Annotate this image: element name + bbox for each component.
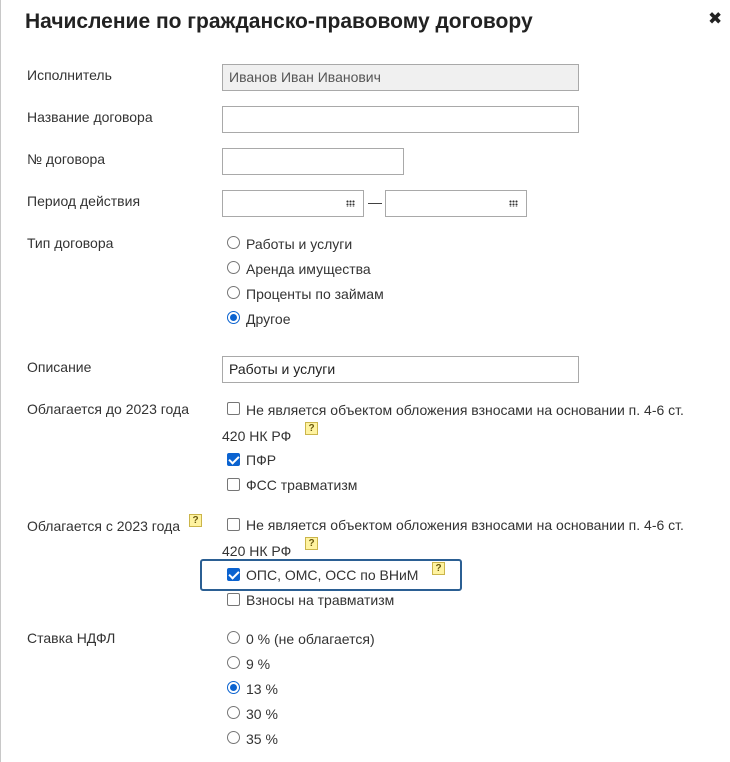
- description-field[interactable]: Работы и услуги: [222, 356, 579, 383]
- ndfl-radio-0[interactable]: [227, 631, 240, 644]
- checkbox-not-object-before-2023[interactable]: [227, 402, 240, 415]
- taxed-before-2023-label: Облагается до 2023 года: [27, 401, 189, 417]
- help-icon[interactable]: ?: [189, 514, 202, 527]
- taxed-from-2023-label: Облагается с 2023 года: [27, 518, 181, 534]
- ndfl-rate-label: Ставка НДФЛ: [27, 630, 116, 646]
- period-from-field[interactable]: [222, 190, 364, 217]
- not-object-from-2023-line2: 420 НК РФ: [222, 543, 292, 559]
- ndfl-radio-30[interactable]: [227, 706, 240, 719]
- checkbox-fss-injury[interactable]: [227, 478, 240, 491]
- contract-name-field[interactable]: [222, 106, 579, 133]
- ndfl-option-35: 35 %: [246, 731, 278, 747]
- executor-label: Исполнитель: [27, 67, 112, 83]
- contract-type-option-rent: Аренда имущества: [246, 261, 371, 277]
- contract-type-radio-other[interactable]: [227, 311, 240, 324]
- calendar-icon[interactable]: [509, 200, 518, 207]
- contract-type-option-other: Другое: [246, 311, 291, 327]
- ndfl-option-30: 30 %: [246, 706, 278, 722]
- checkbox-pfr[interactable]: [227, 453, 240, 466]
- not-object-before-2023-line1: Не является объектом обложения взносами на основании п. 4-6 ст.: [246, 402, 684, 418]
- not-object-from-2023-line1: Не является объектом обложения взносами на основании п. 4-6 ст.: [246, 517, 684, 533]
- contract-type-radio-loans[interactable]: [227, 286, 240, 299]
- checkbox-injury-contributions[interactable]: [227, 593, 240, 606]
- help-icon[interactable]: ?: [432, 562, 445, 575]
- ndfl-option-13: 13 %: [246, 681, 278, 697]
- period-separator: —: [368, 194, 382, 210]
- ndfl-radio-9[interactable]: [227, 656, 240, 669]
- period-label: Период действия: [27, 193, 141, 209]
- contract-type-radio-rent[interactable]: [227, 261, 240, 274]
- fss-injury-label: ФСС травматизм: [246, 477, 358, 493]
- checkbox-not-object-from-2023[interactable]: [227, 518, 240, 531]
- contract-number-field[interactable]: [222, 148, 404, 175]
- ndfl-radio-35[interactable]: [227, 731, 240, 744]
- description-label: Описание: [27, 359, 92, 375]
- help-icon[interactable]: ?: [305, 537, 318, 550]
- contract-name-label: Название договора: [27, 109, 153, 125]
- window-edge: [0, 0, 1, 762]
- contract-type-label: Тип договора: [27, 235, 114, 251]
- ndfl-option-0: 0 % (не облагается): [246, 631, 375, 647]
- executor-field[interactable]: Иванов Иван Иванович: [222, 64, 579, 91]
- period-to-field[interactable]: [385, 190, 527, 217]
- help-icon[interactable]: ?: [305, 422, 318, 435]
- dialog-title: Начисление по гражданско-правовому договору: [25, 10, 533, 33]
- calendar-icon[interactable]: [346, 200, 355, 207]
- ndfl-radio-13[interactable]: [227, 681, 240, 694]
- ops-oms-oss-label: ОПС, ОМС, ОСС по ВНиМ: [246, 567, 419, 583]
- checkbox-ops-oms-oss[interactable]: [227, 568, 240, 581]
- contract-number-label: № договора: [27, 151, 106, 167]
- injury-contributions-label: Взносы на травматизм: [246, 592, 395, 608]
- close-icon[interactable]: ✖: [708, 9, 723, 28]
- ndfl-option-9: 9 %: [246, 656, 271, 672]
- pfr-label: ПФР: [246, 452, 277, 468]
- not-object-before-2023-line2: 420 НК РФ: [222, 428, 292, 444]
- contract-type-option-loans: Проценты по займам: [246, 286, 384, 302]
- contract-type-radio-works[interactable]: [227, 236, 240, 249]
- contract-type-option-works: Работы и услуги: [246, 236, 353, 252]
